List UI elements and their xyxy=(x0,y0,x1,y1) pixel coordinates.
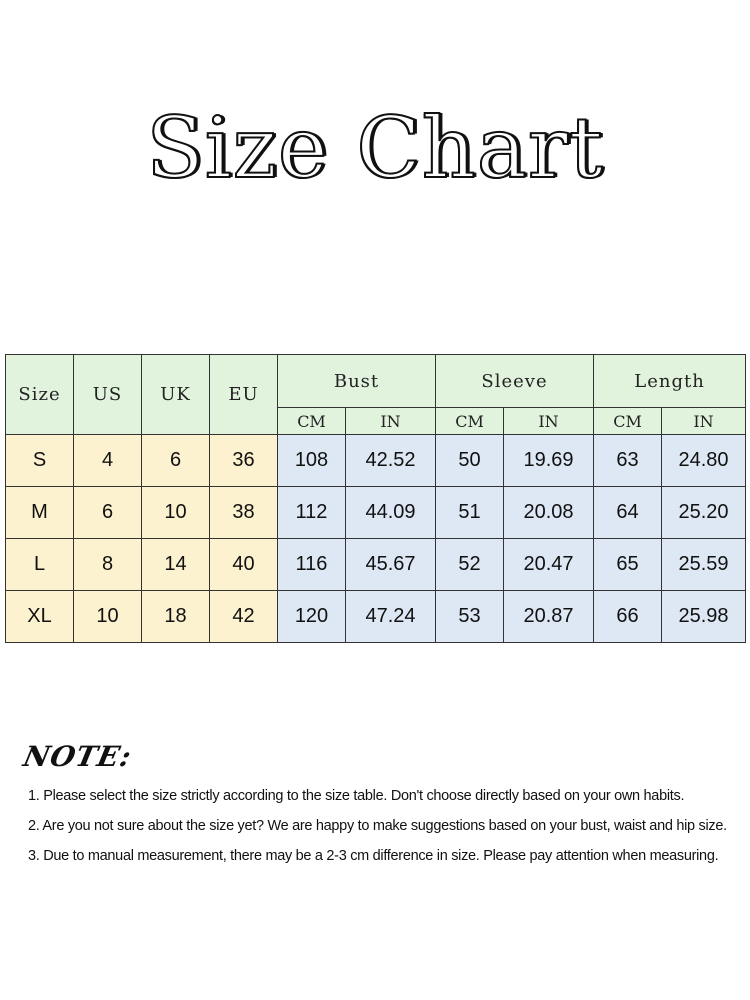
cell-eu: 42 xyxy=(210,591,278,643)
table-row xyxy=(6,591,746,643)
cell-bust-cm: 112 xyxy=(278,487,346,539)
cell-size: S xyxy=(6,435,74,487)
cell-length-cm: 65 xyxy=(594,539,662,591)
cell-eu: 38 xyxy=(210,487,278,539)
cell-sleeve-cm: 51 xyxy=(436,487,504,539)
header-length-in: IN xyxy=(662,408,746,435)
cell-bust-cm: 120 xyxy=(278,591,346,643)
size-table xyxy=(5,354,746,643)
cell-length-in: 25.98 xyxy=(662,591,746,643)
cell-length-cm: 66 xyxy=(594,591,662,643)
table-row xyxy=(6,487,746,539)
header-sleeve: Sleeve xyxy=(436,355,594,408)
table-row xyxy=(6,539,746,591)
table-row xyxy=(6,435,746,487)
cell-bust-cm: 108 xyxy=(278,435,346,487)
cell-length-in: 25.20 xyxy=(662,487,746,539)
header-length: Length xyxy=(594,355,746,408)
header-bust: Bust xyxy=(278,355,436,408)
cell-size: M xyxy=(6,487,74,539)
note-item: 3. Due to manual measurement, there may be a 2-3 cm difference in size. Please pay attention when measuring. xyxy=(28,848,719,864)
cell-uk: 10 xyxy=(142,487,210,539)
cell-bust-in: 45.67 xyxy=(346,539,436,591)
header-sleeve-cm: CM xyxy=(436,408,504,435)
cell-length-cm: 63 xyxy=(594,435,662,487)
cell-eu: 40 xyxy=(210,539,278,591)
cell-length-in: 25.59 xyxy=(662,539,746,591)
cell-bust-cm: 116 xyxy=(278,539,346,591)
header-bust-in: IN xyxy=(346,408,436,435)
header-sleeve-in: IN xyxy=(504,408,594,435)
page-title: Size Chart xyxy=(146,99,604,197)
header-size: Size xyxy=(6,355,74,435)
header-bust-cm: CM xyxy=(278,408,346,435)
cell-sleeve-in: 19.69 xyxy=(504,435,594,487)
header-uk: UK xyxy=(142,355,210,435)
cell-bust-in: 47.24 xyxy=(346,591,436,643)
header-eu: EU xyxy=(210,355,278,435)
cell-length-cm: 64 xyxy=(594,487,662,539)
cell-sleeve-cm: 53 xyxy=(436,591,504,643)
cell-size: XL xyxy=(6,591,74,643)
cell-us: 8 xyxy=(74,539,142,591)
cell-bust-in: 44.09 xyxy=(346,487,436,539)
cell-length-in: 24.80 xyxy=(662,435,746,487)
note-item: 2. Are you not sure about the size yet? We are happy to make suggestions based on your bust, waist and hip size. xyxy=(28,818,727,834)
note-item: 1. Please select the size strictly according to the size table. Don't choose directly based on your own habits. xyxy=(28,788,685,804)
cell-eu: 36 xyxy=(210,435,278,487)
cell-uk: 14 xyxy=(142,539,210,591)
cell-uk: 18 xyxy=(142,591,210,643)
note-list xyxy=(28,786,748,876)
cell-us: 6 xyxy=(74,487,142,539)
cell-sleeve-in: 20.08 xyxy=(504,487,594,539)
note-label: NOTE: xyxy=(20,740,136,773)
cell-sleeve-in: 20.47 xyxy=(504,539,594,591)
cell-sleeve-in: 20.87 xyxy=(504,591,594,643)
cell-uk: 6 xyxy=(142,435,210,487)
cell-sleeve-cm: 50 xyxy=(436,435,504,487)
header-length-cm: CM xyxy=(594,408,662,435)
cell-bust-in: 42.52 xyxy=(346,435,436,487)
cell-sleeve-cm: 52 xyxy=(436,539,504,591)
header-us: US xyxy=(74,355,142,435)
cell-size: L xyxy=(6,539,74,591)
cell-us: 4 xyxy=(74,435,142,487)
cell-us: 10 xyxy=(74,591,142,643)
